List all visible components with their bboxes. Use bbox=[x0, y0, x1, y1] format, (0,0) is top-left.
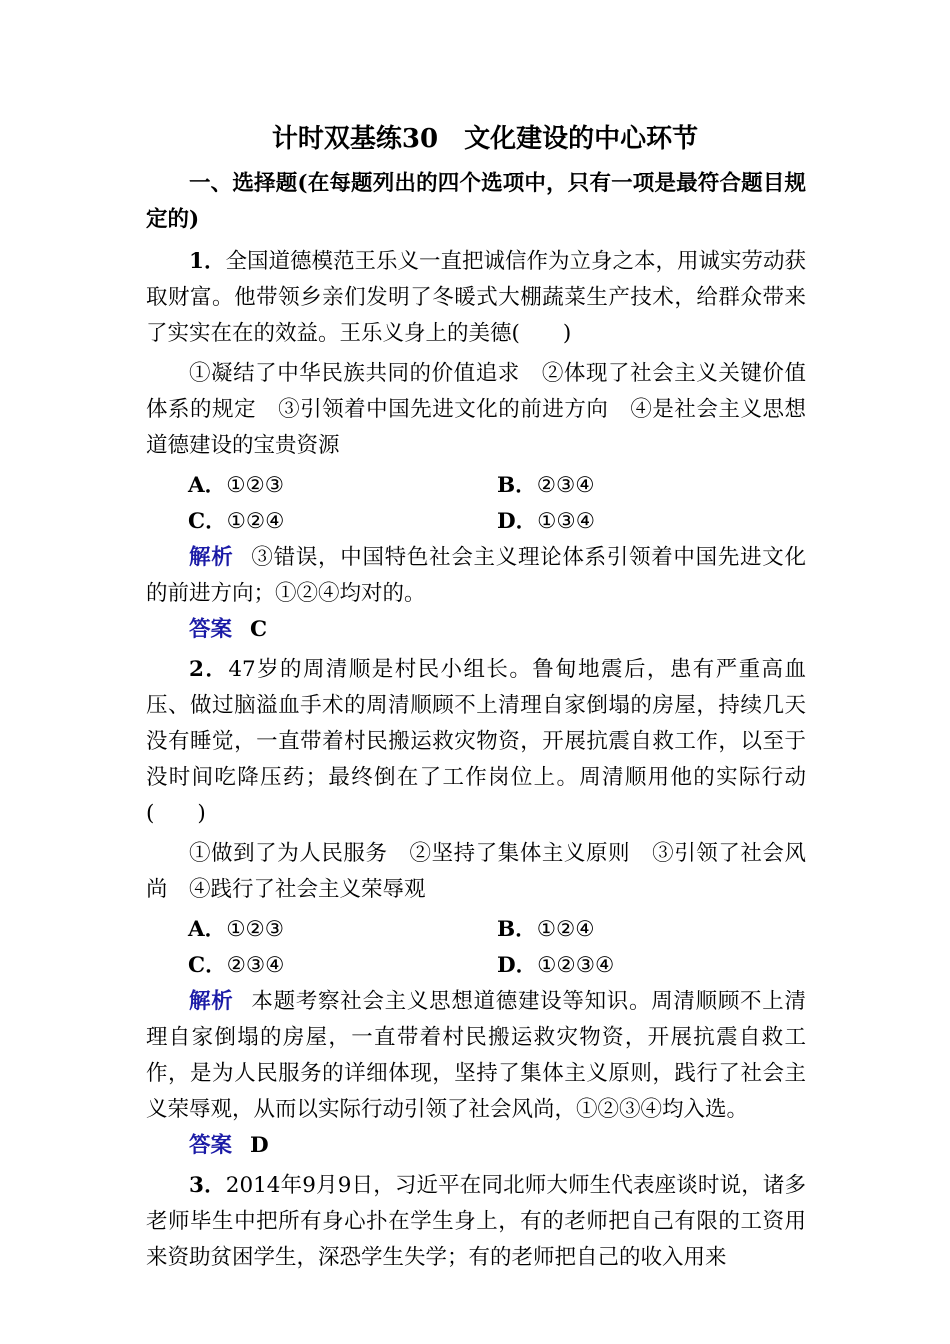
section-heading: 一、选择题(在每题列出的四个选项中，只有一项是最符合题目规定的) bbox=[146, 171, 806, 232]
question-1 bbox=[146, 244, 806, 648]
question-number: 2． bbox=[189, 657, 229, 682]
question-number: 3． bbox=[189, 1173, 226, 1198]
options bbox=[146, 468, 806, 540]
answer-value: D bbox=[250, 1133, 269, 1158]
analysis-label: 解析 bbox=[189, 989, 234, 1014]
analysis bbox=[146, 540, 806, 612]
page-title: 计时双基练30 文化建设的中心环节 bbox=[271, 124, 699, 154]
analysis-text: ③错误，中国特色社会主义理论体系引领着中国先进文化的前进方向；①②④均对的。 bbox=[146, 545, 806, 606]
analysis-text: 本题考察社会主义思想道德建设等知识。周清顺顾不上清理自家倒塌的房屋，一直带着村民搬运救灾物资，开展抗震自救工作，是为人民服务的详细体现，坚持了集体主义原则，践行了社会主义荣辱观，从而以实际行动引领了社会风尚，①②③④均入选。 bbox=[146, 989, 806, 1122]
answer bbox=[146, 612, 806, 648]
answer-value: C bbox=[250, 617, 268, 642]
document-page bbox=[146, 118, 806, 1276]
option-b: B．①②④ bbox=[497, 917, 595, 942]
option-d: D．①③④ bbox=[497, 509, 595, 534]
option-b: B．②③④ bbox=[497, 473, 595, 498]
question-stem: 全国道德模范王乐义一直把诚信作为立身之本，用诚实劳动获取财富。他带领乡亲们发明了冬暖式大棚蔬菜生产技术，给群众带来了实实在在的效益。王乐义身上的美德( ) bbox=[146, 249, 806, 346]
analysis-label: 解析 bbox=[189, 545, 234, 570]
answer bbox=[146, 1128, 806, 1164]
question-number: 1． bbox=[189, 249, 226, 274]
answer-label: 答案 bbox=[189, 1133, 233, 1158]
option-a: A．①②③ bbox=[188, 917, 285, 942]
analysis bbox=[146, 984, 806, 1128]
option-a: A．①②③ bbox=[188, 473, 285, 498]
options bbox=[146, 912, 806, 984]
question-statements: ①凝结了中华民族共同的价值追求 ②体现了社会主义关键价值体系的规定 ③引领着中国先进文化的前进方向 ④是社会主义思想道德建设的宝贵资源 bbox=[146, 361, 806, 458]
question-2 bbox=[146, 652, 806, 1164]
option-c: C．①②④ bbox=[188, 509, 285, 534]
question-3 bbox=[146, 1168, 806, 1276]
question-stem: 2014年9月9日，习近平在同北师大师生代表座谈时说，诸多老师毕生中把所有身心扑在学生身上，有的老师把自己有限的工资用来资助贫困学生，深恐学生失学；有的老师把自己的收入用来 bbox=[146, 1173, 807, 1270]
question-stem: 47岁的周清顺是村民小组长。鲁甸地震后，患有严重高血压、做过脑溢血手术的周清顺顾不上清理自家倒塌的房屋，持续几天没有睡觉，一直带着村民搬运救灾物资，开展抗震自救工作，以至于没时间吃降压药；最终倒在了工作岗位上。周清顺用他的实际行动( ) bbox=[146, 657, 806, 826]
answer-label: 答案 bbox=[189, 617, 233, 642]
option-d: D．①②③④ bbox=[497, 953, 615, 978]
question-statements: ①做到了为人民服务 ②坚持了集体主义原则 ③引领了社会风尚 ④践行了社会主义荣辱观 bbox=[146, 841, 806, 902]
option-c: C．②③④ bbox=[188, 953, 285, 978]
